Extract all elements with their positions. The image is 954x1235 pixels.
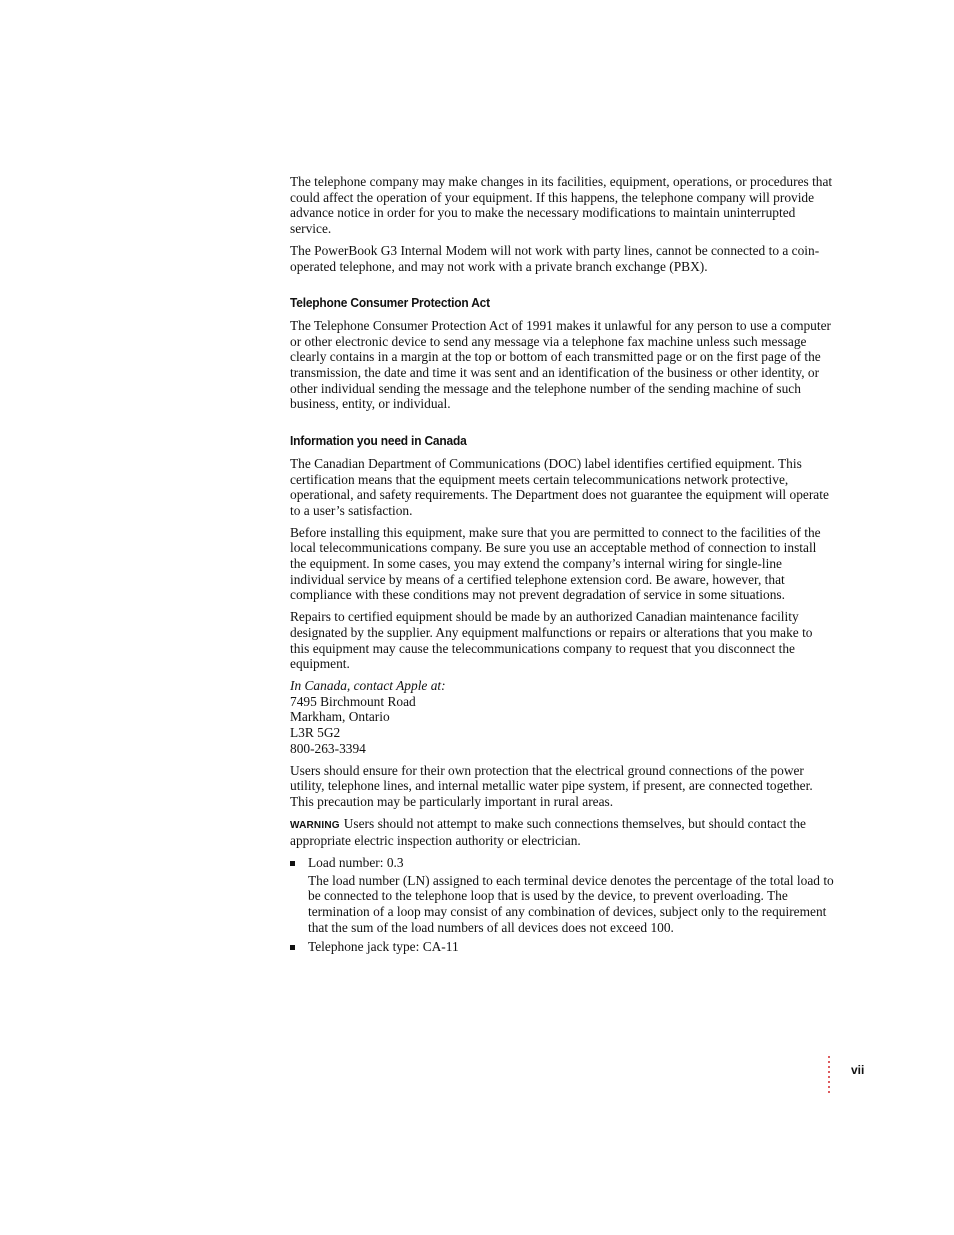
list-item: [290, 855, 835, 936]
apple-canada-address: [290, 678, 835, 757]
intro-paragraph-2: The PowerBook G3 Internal Modem will not work with party lines, cannot be connected to a coin-operated telephone, and may not work with a private branch exchange (PBX).: [290, 242, 820, 274]
footer-dotted-rule: [828, 1056, 832, 1096]
warning-text: Users should not attempt to make such connections themselves, but should contact the appropriate electric inspection authority or electrician.: [290, 815, 806, 849]
contact-label: In Canada, contact Apple at:: [290, 677, 446, 693]
document-body: [290, 174, 835, 957]
warning-paragraph: [290, 816, 835, 849]
list-item-title: Load number: 0.3: [308, 855, 404, 871]
tcpa-paragraph: The Telephone Consumer Protection Act of 1991 makes it unlawful for any person to use a computer or other electronic device to send any message via a telephone fax machine unless such message clearly contains in a margin at the top or bottom of each transmitted page or on the first page of the transmission, the date and time it was sent and an identification of the business or other identity, or other individual sending the message and the telephone number of the sending machine of such business, entity, or individual.: [290, 317, 832, 412]
address-line-phone: 800-263-3394: [290, 740, 366, 756]
list-item-title: Telephone jack type: CA-11: [308, 938, 459, 954]
bullet-square-icon: [290, 945, 295, 950]
address-line-street: 7495 Birchmount Road: [290, 693, 416, 709]
spec-list: [290, 855, 835, 954]
list-item-description: The load number (LN) assigned to each terminal device denotes the percentage of the total load to be connected to the telephone loop that is used by the device, to prevent overloading. The termination of a loop may consist of any combination of devices, subject only to the requirement that the sum of the load numbers of all devices does not exceed 100.: [308, 872, 834, 935]
section-heading-canada: Information you need in Canada: [290, 433, 467, 449]
canada-paragraph-3: Repairs to certified equipment should be made by an authorized Canadian maintenance facility designated by the supplier. Any equipment malfunctions or repairs or alterations that you make to this equipment may cause the telecommunications company to request that you disconnect the equipment.: [290, 609, 813, 672]
section-heading-tcpa: Telephone Consumer Protection Act: [290, 295, 490, 311]
bullet-square-icon: [290, 861, 295, 866]
canada-paragraph-1: The Canadian Department of Communications (DOC) label identifies certified equipment. This certification means that the equipment meets certain telecommunications network protective, operational, and safety requirements. The Department does not guarantee the equipment will operate to a user’s satisfaction.: [290, 455, 829, 518]
address-line-postal: L3R 5G2: [290, 725, 341, 741]
intro-paragraph-1: The telephone company may make changes in its facilities, equipment, operations, or procedures that could affect the operation of your equipment. If this happens, the telephone company will provide advance notice in order for you to make the necessary modifications to maintain uninterrupted service.: [290, 174, 833, 237]
page-number: vii: [851, 1063, 865, 1077]
address-line-city: Markham, Ontario: [290, 709, 390, 725]
ground-paragraph: Users should ensure for their own protection that the electrical ground connections of the power utility, telephone lines, and internal metallic water pipe system, if present, are connected together. This precaution may be particularly important in rural areas.: [290, 762, 813, 809]
warning-label: WARNING: [290, 819, 340, 831]
canada-paragraph-2: Before installing this equipment, make sure that you are permitted to connect to the facilities of the local telecommunications company. Be sure you use an acceptable method of connection to install the equipment. In some cases, you may extend the company’s internal wiring for single-line individual service by means of a certified telephone extension cord. Be aware, however, that compliance with these conditions may not prevent degradation of service in some situations.: [290, 524, 821, 603]
list-item: [290, 939, 835, 955]
